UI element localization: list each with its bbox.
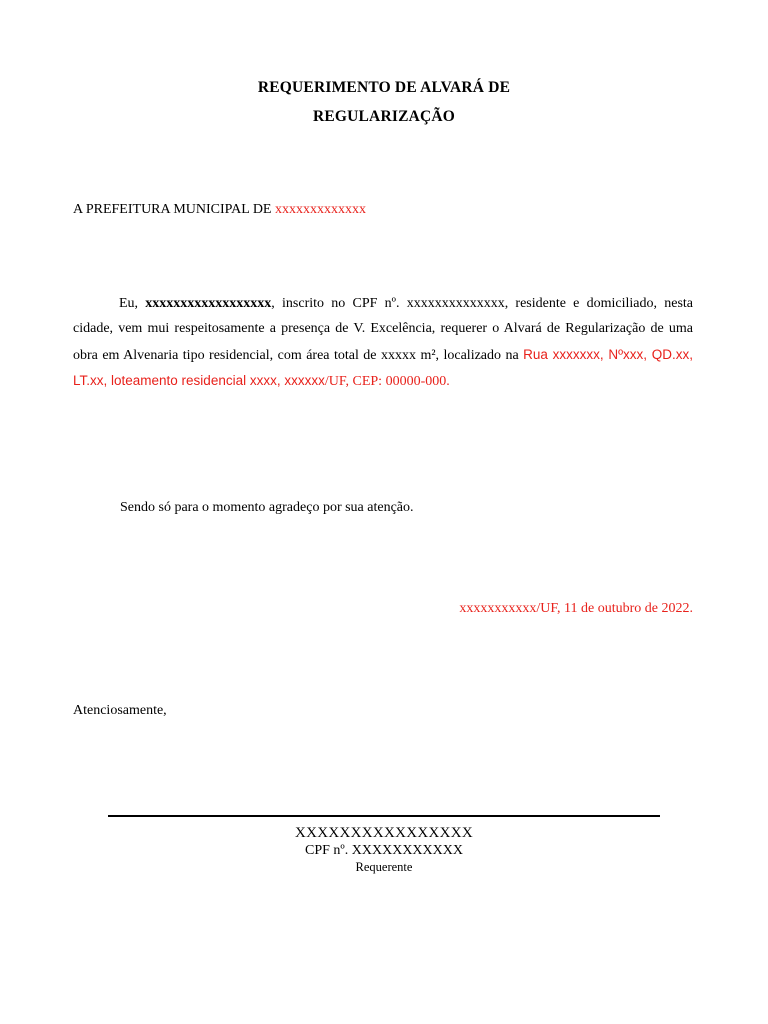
paragraph-lead: Eu, [119,296,146,311]
request-paragraph [73,291,693,394]
document-title-line-2: REGULARIZAÇÃO [312,108,456,125]
document-title-line-1: REQUERIMENTO DE ALVARÁ DE [257,79,511,96]
applicant-name: xxxxxxxxxxxxxxxxxx [145,296,272,311]
addressee-city: xxxxxxxxxxxxx [275,202,366,217]
regards-line: Atenciosamente, [73,703,167,718]
addressee-line [73,202,366,218]
signatory-name: XXXXXXXXXXXXXXXX [294,825,474,841]
property-address-tail: /UF, CEP: 00000-000. [324,373,450,389]
signatory-cpf: CPF nº. XXXXXXXXXXX [305,843,463,858]
signatory-role: Requerente [355,860,413,874]
addressee-prefix: A PREFEITURA MUNICIPAL DE [73,202,275,217]
signature-rule [108,815,660,817]
date-line: xxxxxxxxxxx/UF, 11 de outubro de 2022. [459,601,693,616]
property-address: Rua xxxxxxx, Nºxxx, QD.xx, LT.xx, loteamento residencial xxxx, xxxxxx [73,346,693,388]
paragraph-text: , inscrito no CPF nº. xxxxxxxxxxxxxx, residente e domiciliado, nesta cidade, vem mui respeitosamente a presença de V. Excelência, requerer o Alvará de Regularização de uma obra em Alvenaria tipo residencial, com área total de xxxxx m², localizado na [73,296,693,363]
closing-sentence: Sendo só para o momento agradeço por sua atenção. [120,500,414,515]
